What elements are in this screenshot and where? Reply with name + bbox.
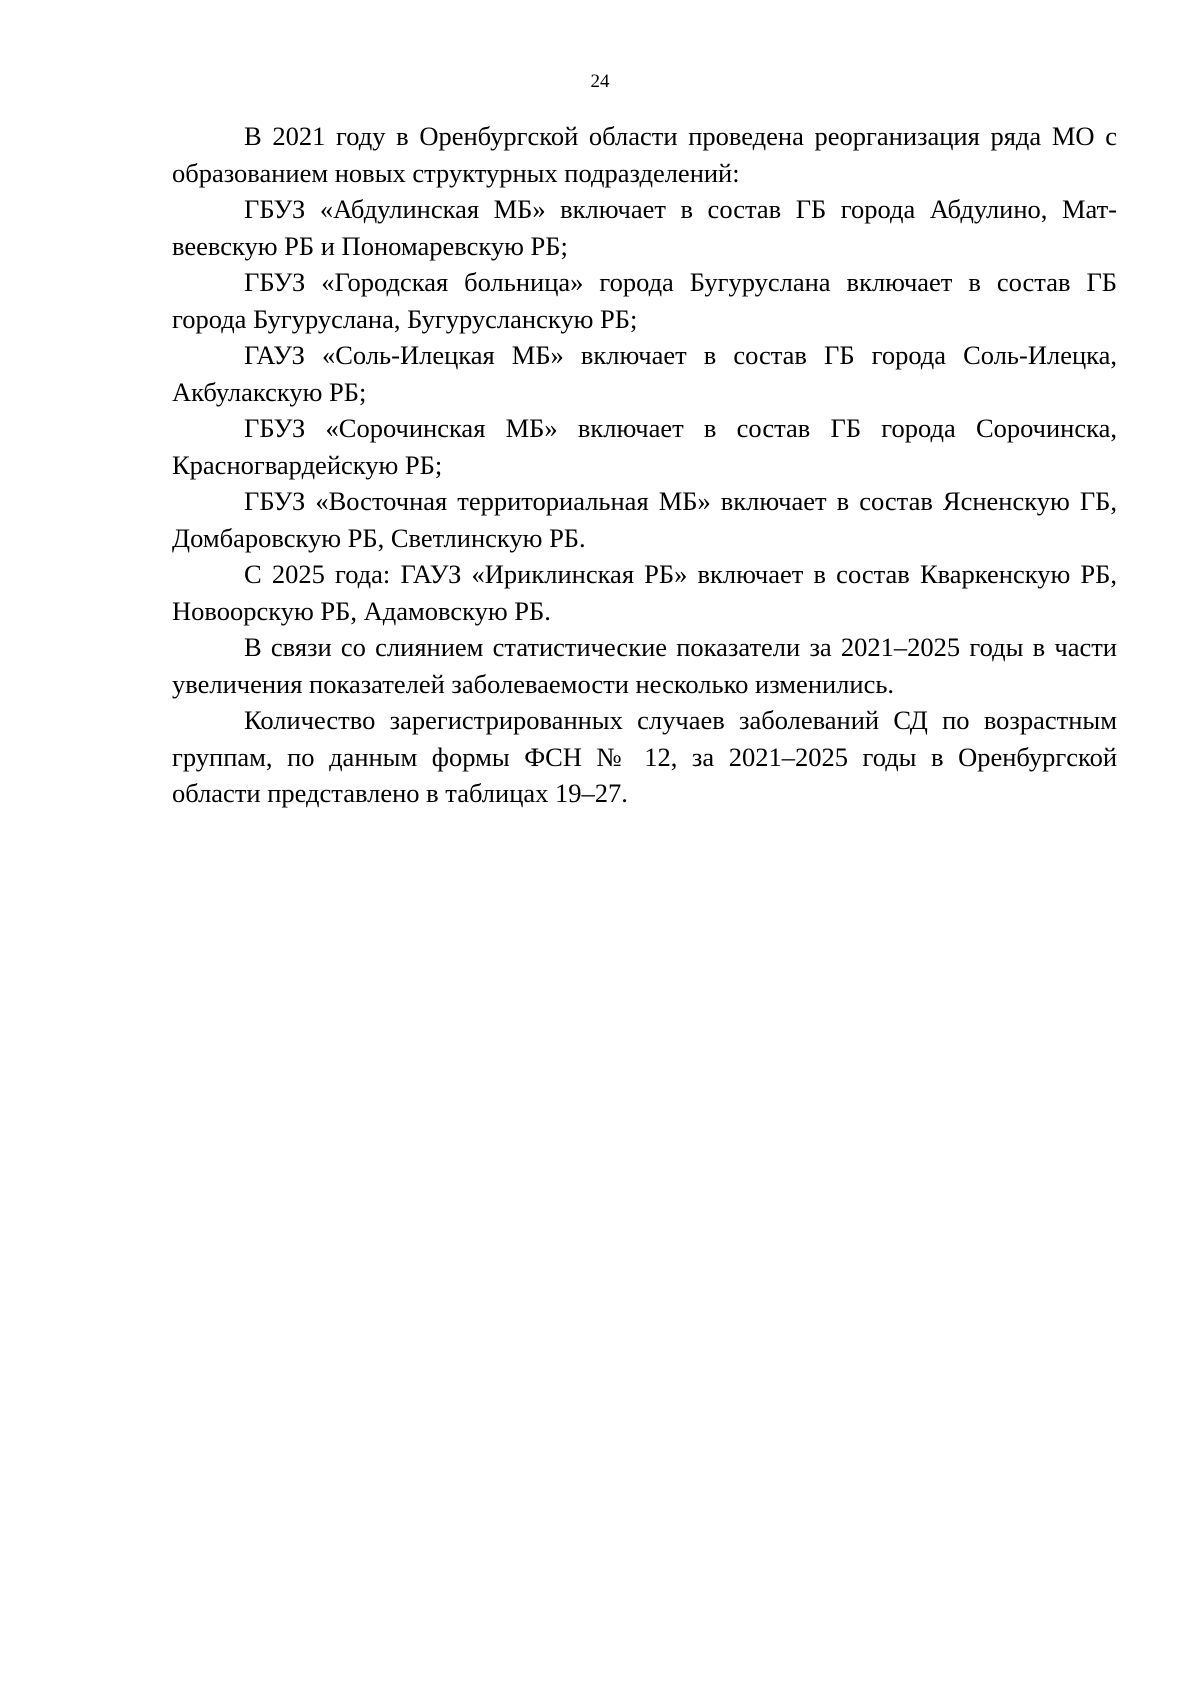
paragraph-vostochnaya: ГБУЗ «Восточная территориальная МБ» включает в состав Ясненскую ГБ, Домбаровскую РБ, Светлинскую РБ. [172,486,1117,553]
paragraph-reorganization-intro: В 2021 году в Оренбургской области проведена реорганизация ряда МО с образованием новых структурных подразделений: [172,121,1117,188]
paragraph-iriklinskaya: С 2025 года: ГАУЗ «Ириклинская РБ» включает в состав Кваркенскую РБ, Новоорскую РБ, Адамовскую РБ. [172,559,1117,626]
paragraph-tables-reference: Количество зарегистрированных случаев заболеваний СД по возрастным группам, по данным формы ФСН № 12, за 2021–2025 годы в Оренбургской области представлено в таблицах 19–27. [172,705,1117,808]
paragraph-buguruslan: ГБУЗ «Городская больница» города Бугуруслана включает в состав ГБ города Бугуруслана, Бугурусланскую РБ; [172,267,1117,334]
paragraph-sorochinsk: ГБУЗ «Сорочинская МБ» включает в состав ГБ города Сорочинска, Красногвардейскую РБ; [172,413,1117,480]
paragraph-statistics-change: В связи со слиянием статистические показатели за 2021–2025 годы в части увеличения показателей заболеваемости несколько изменились. [172,632,1117,699]
document-body [172,118,1117,812]
paragraph-abdulino: ГБУЗ «Абдулинская МБ» включает в состав ГБ города Абдулино, Матвеевскую РБ и Пономаревскую РБ; [172,194,1117,261]
paragraph-sol-iletsk: ГАУЗ «Соль-Илецкая МБ» включает в состав ГБ города Соль-Илецка, Акбулакскую РБ; [172,340,1117,407]
page-number: 24 [590,71,610,92]
